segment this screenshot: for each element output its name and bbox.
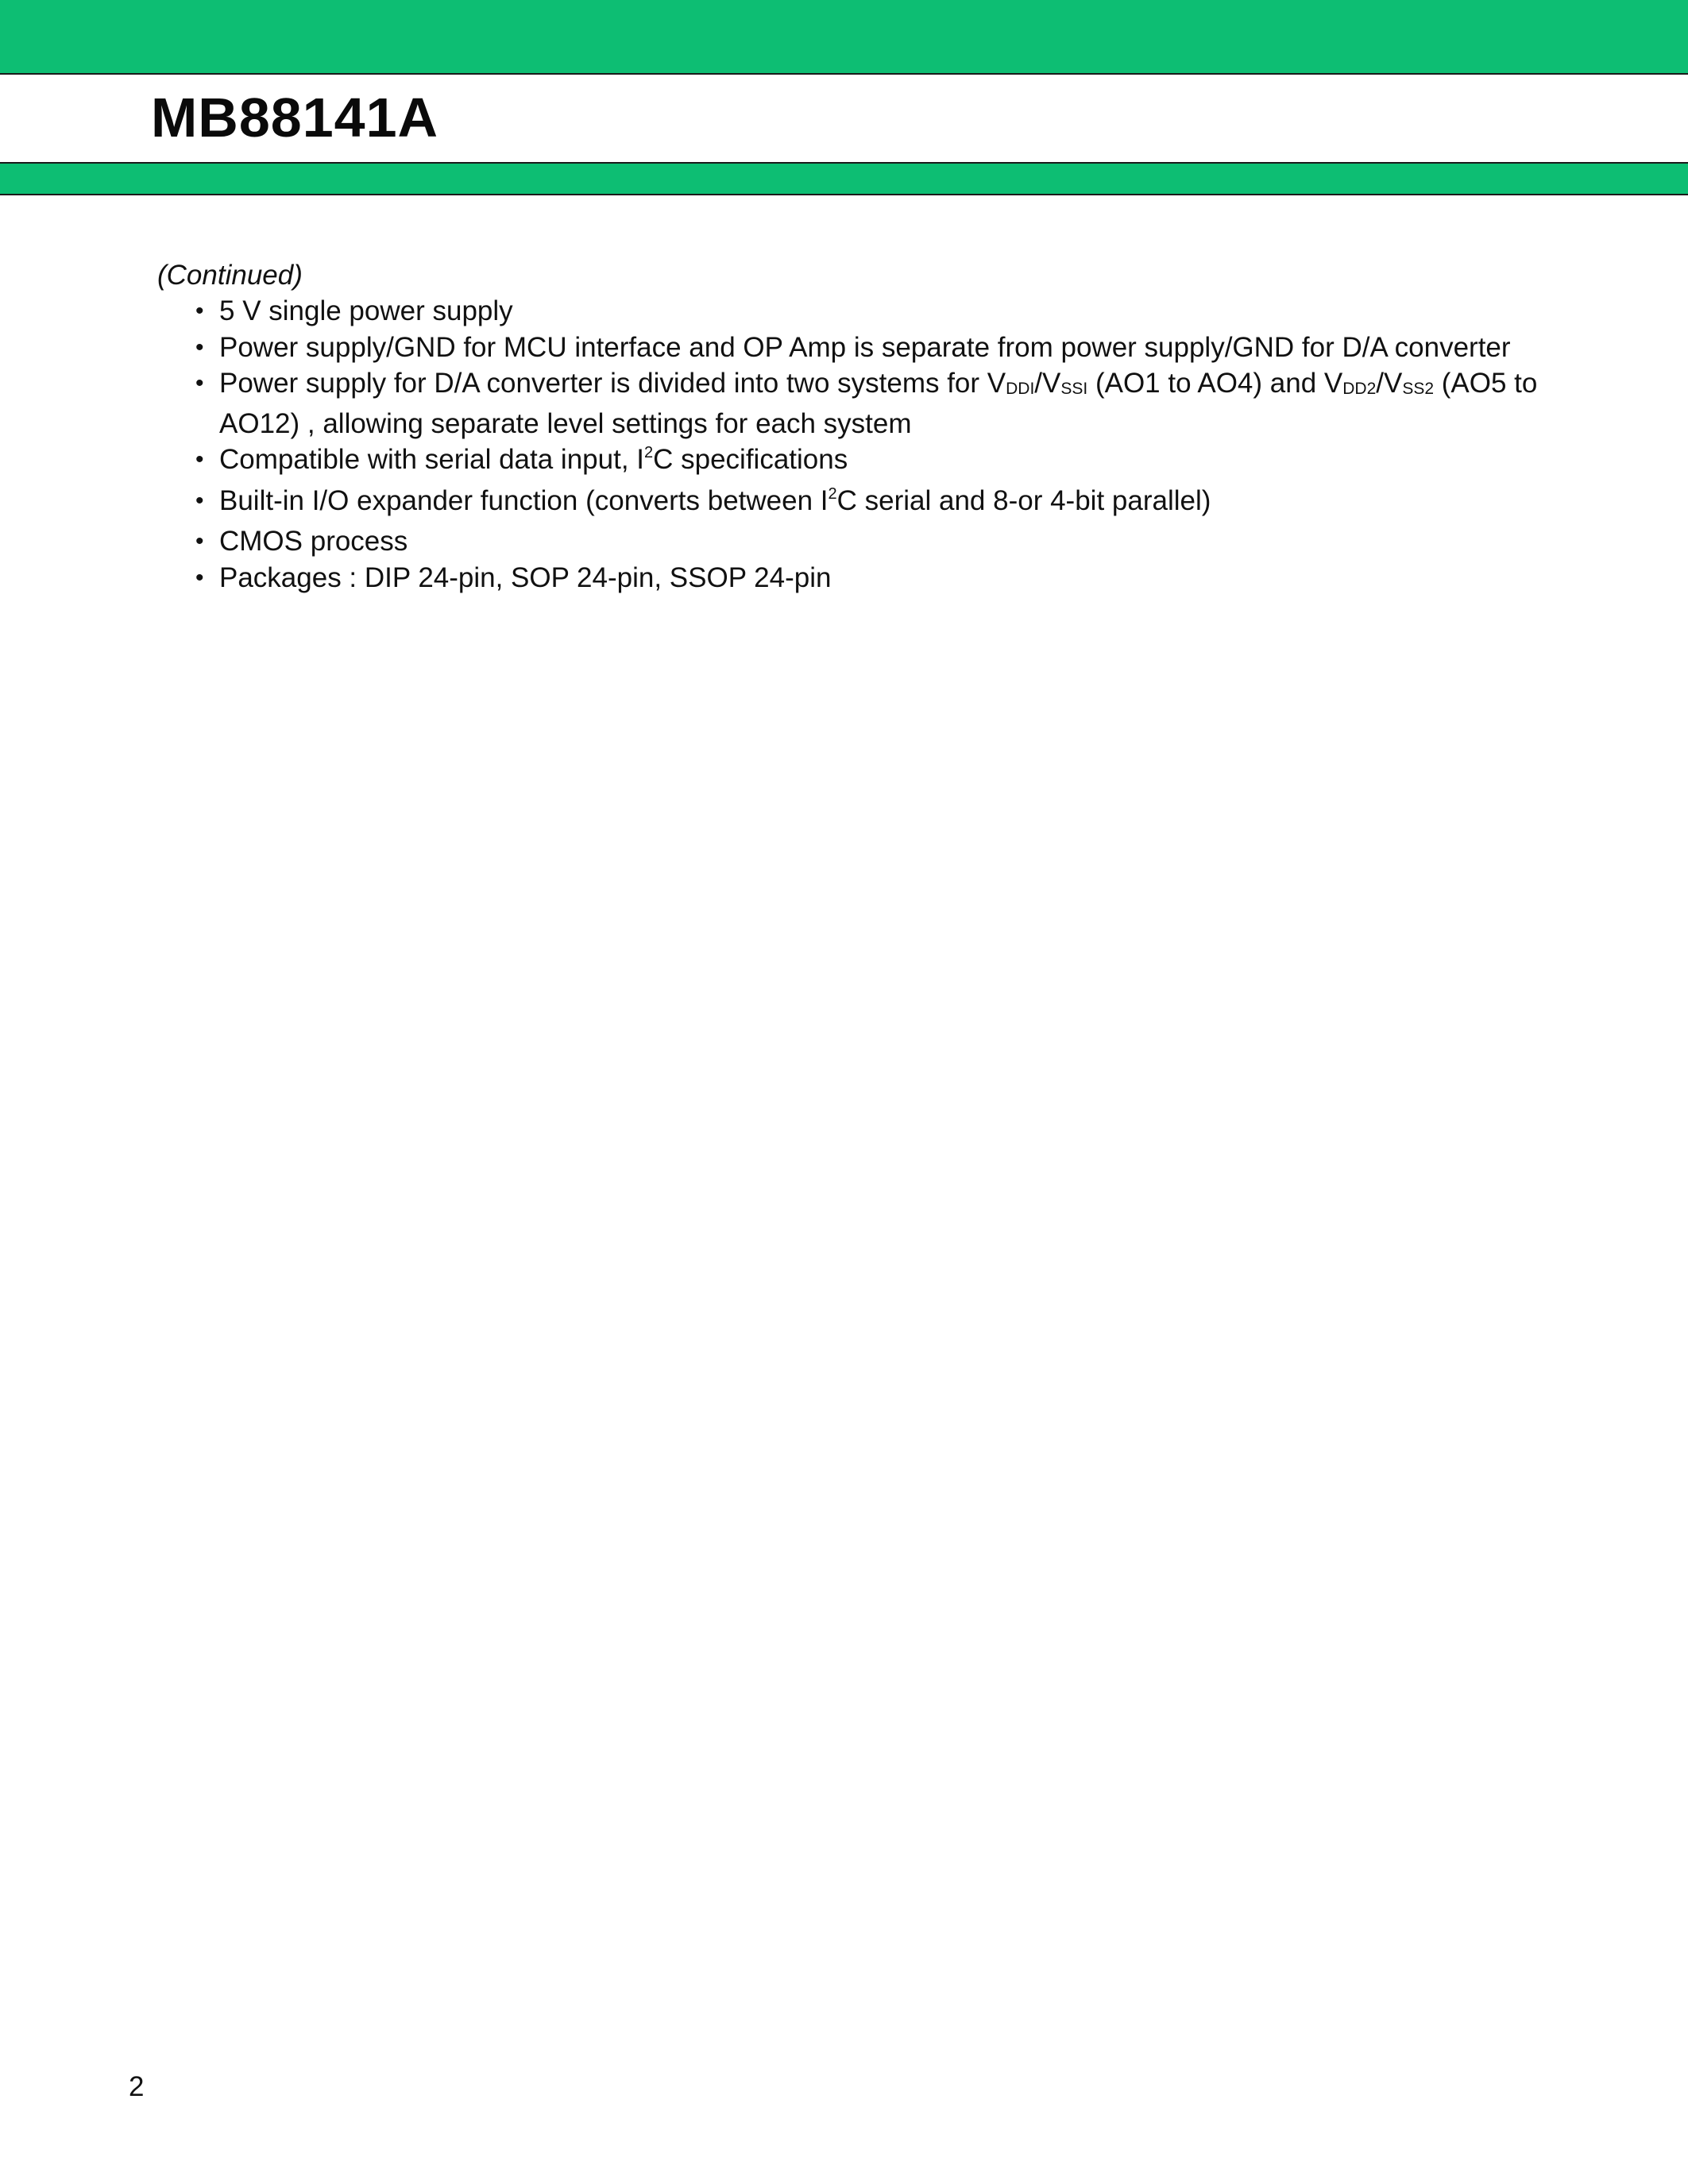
list-item-text: Power supply/GND for MCU interface and OP Amp is separate from power supply/GND for D/A converter	[219, 331, 1511, 363]
text-segment: (AO5 to AO12) , allowing separate level settings for each system	[219, 368, 1538, 439]
text-segment: Power supply for D/A converter is divided into two systems for V	[219, 368, 1006, 399]
bullet-icon: •	[195, 334, 204, 361]
list-item	[195, 560, 1571, 596]
bullet-icon: •	[195, 564, 204, 591]
page-number: 2	[129, 2071, 145, 2102]
continued-label: (Continued)	[157, 260, 303, 291]
list-item	[195, 483, 1571, 524]
list-item-text	[219, 485, 1211, 516]
bullet-icon: •	[195, 370, 204, 396]
text-segment: (AO1 to AO4) and V	[1087, 368, 1343, 399]
list-item	[195, 523, 1571, 560]
text-segment: C specifications	[653, 444, 848, 475]
subscript: DDI	[1006, 380, 1035, 398]
list-item-text	[219, 368, 1537, 439]
bullet-icon: •	[195, 487, 204, 514]
header-top-band	[0, 0, 1688, 75]
list-item	[195, 365, 1571, 442]
bullet-icon: •	[195, 528, 204, 554]
list-item-text: CMOS process	[219, 526, 408, 557]
text-segment: /V	[1034, 368, 1061, 399]
text-segment: Built-in I/O expander function (converts between I	[219, 484, 829, 516]
main-content	[157, 258, 1571, 596]
header-title-row	[0, 75, 1688, 162]
list-item-text: Packages : DIP 24-pin, SOP 24-pin, SSOP 24-pin	[219, 561, 832, 593]
bullet-icon: •	[195, 298, 204, 324]
list-item	[195, 330, 1571, 366]
subscript: SS2	[1402, 380, 1435, 398]
subscript: DD2	[1342, 380, 1377, 398]
list-item	[195, 442, 1571, 483]
document-title: MB88141A	[151, 87, 439, 149]
superscript: 2	[644, 444, 654, 461]
text-segment: /V	[1376, 368, 1403, 399]
list-item-text: 5 V single power supply	[219, 295, 513, 326]
superscript: 2	[828, 484, 837, 503]
feature-list	[157, 293, 1571, 596]
text-segment: C serial and 8-or 4-bit parallel)	[836, 484, 1211, 516]
list-item	[195, 293, 1571, 330]
bullet-icon: •	[195, 446, 204, 473]
list-item-text	[219, 444, 848, 475]
text-segment: Compatible with serial data input, I	[219, 444, 644, 475]
subscript: SSI	[1060, 380, 1088, 398]
header-divider-band	[0, 162, 1688, 195]
